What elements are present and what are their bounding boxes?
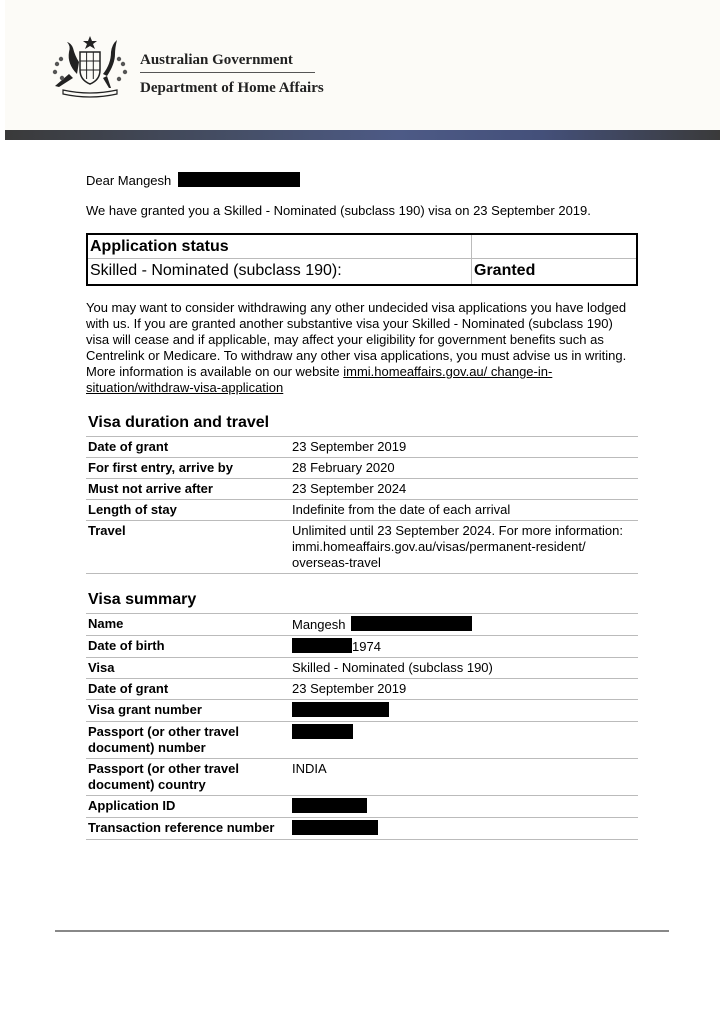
table-row — [86, 818, 638, 840]
footer-divider — [55, 930, 669, 932]
row-label: Must not arrive after — [88, 481, 213, 496]
duration-section-title: Visa duration and travel — [88, 414, 270, 431]
name-value: Mangesh — [292, 617, 346, 632]
withdraw-visa-link[interactable]: immi.homeaffairs.gov.au/ change-in-situation/withdraw-visa-application — [86, 364, 553, 395]
salutation — [86, 172, 300, 188]
row-label: For first entry, arrive by — [88, 460, 233, 475]
table-row — [86, 658, 638, 679]
grant-statement: We have granted you a Skilled - Nominated (subclass 190) visa on 23 September 2019. — [86, 203, 591, 218]
birth-year: 1974 — [352, 639, 381, 654]
summary-table — [86, 613, 638, 840]
application-status-box — [86, 233, 638, 286]
status-visa-label: Skilled - Nominated (subclass 190): — [90, 262, 342, 279]
status-title: Application status — [90, 238, 229, 255]
row-label: Date of grant — [88, 439, 169, 454]
redaction-transaction-reference — [292, 820, 378, 835]
status-column-divider — [471, 235, 472, 284]
row-label: Travel — [88, 523, 126, 538]
table-row — [86, 700, 638, 722]
redaction-birth-date — [292, 638, 352, 653]
row-value: 23 September 2019 — [292, 439, 407, 454]
redaction-passport-number — [292, 724, 353, 739]
redaction-surname — [351, 616, 472, 631]
table-row — [86, 636, 638, 658]
row-label: Date of grant — [88, 681, 169, 696]
table-row — [86, 458, 638, 479]
row-value — [290, 614, 638, 635]
coat-of-arms-icon — [47, 34, 133, 98]
row-value: 23 September 2019 — [292, 681, 407, 696]
table-row — [86, 521, 638, 574]
row-label: Passport (or other travel document) country — [88, 761, 239, 792]
row-label: Name — [88, 616, 124, 631]
department-name: Department of Home Affairs — [140, 80, 324, 96]
row-value: 23 September 2024 — [292, 481, 407, 496]
row-label: Transaction reference number — [88, 820, 275, 835]
row-label: Visa grant number — [88, 702, 202, 717]
government-name: Australian Government — [140, 52, 293, 68]
redaction-surname — [178, 172, 300, 187]
status-divider — [88, 258, 636, 259]
row-value — [290, 818, 638, 839]
table-row — [86, 796, 638, 818]
status-value: Granted — [474, 262, 536, 279]
header-banner — [5, 130, 720, 140]
row-value: INDIA — [292, 761, 327, 776]
header-divider — [140, 72, 315, 73]
row-value — [290, 636, 638, 657]
row-label: Visa — [88, 660, 115, 675]
table-row — [86, 722, 638, 759]
letterhead — [5, 0, 720, 130]
salutation-text: Dear Mangesh — [86, 173, 172, 188]
table-row — [86, 759, 638, 796]
summary-section-title: Visa summary — [88, 591, 197, 608]
table-row — [86, 437, 638, 458]
row-value — [290, 700, 638, 721]
row-label: Application ID — [88, 798, 176, 813]
row-value: 28 February 2020 — [292, 460, 395, 475]
redaction-grant-number — [292, 702, 389, 717]
table-row — [86, 500, 638, 521]
row-label: Date of birth — [88, 638, 165, 653]
row-value: Skilled - Nominated (subclass 190) — [292, 660, 493, 675]
row-value — [290, 722, 638, 758]
row-label: Length of stay — [88, 502, 177, 517]
row-value — [290, 796, 638, 817]
row-value: Unlimited until 23 September 2024. For more information: immi.homeaffairs.gov.au/visas/permanent-resident/ overseas-travel — [292, 523, 623, 570]
redaction-application-id — [292, 798, 367, 813]
row-label: Passport (or other travel document) number — [88, 724, 239, 755]
withdrawal-paragraph — [86, 300, 638, 396]
table-row — [86, 679, 638, 700]
duration-table — [86, 436, 638, 574]
row-value: Indefinite from the date of each arrival — [292, 502, 511, 517]
paragraph-text: You may want to consider withdrawing any other undecided visa applications you have lodged with us. If you are granted another substantive visa your Skilled - Nominated (subclass 190) visa will cease and if applicable, may affect your eligibility for government benefits such as Centrelink or Medicare. To withdraw any other visa applications, you must advise us in writing. More information is available on our website — [86, 300, 627, 379]
table-row — [86, 614, 638, 636]
table-row — [86, 479, 638, 500]
